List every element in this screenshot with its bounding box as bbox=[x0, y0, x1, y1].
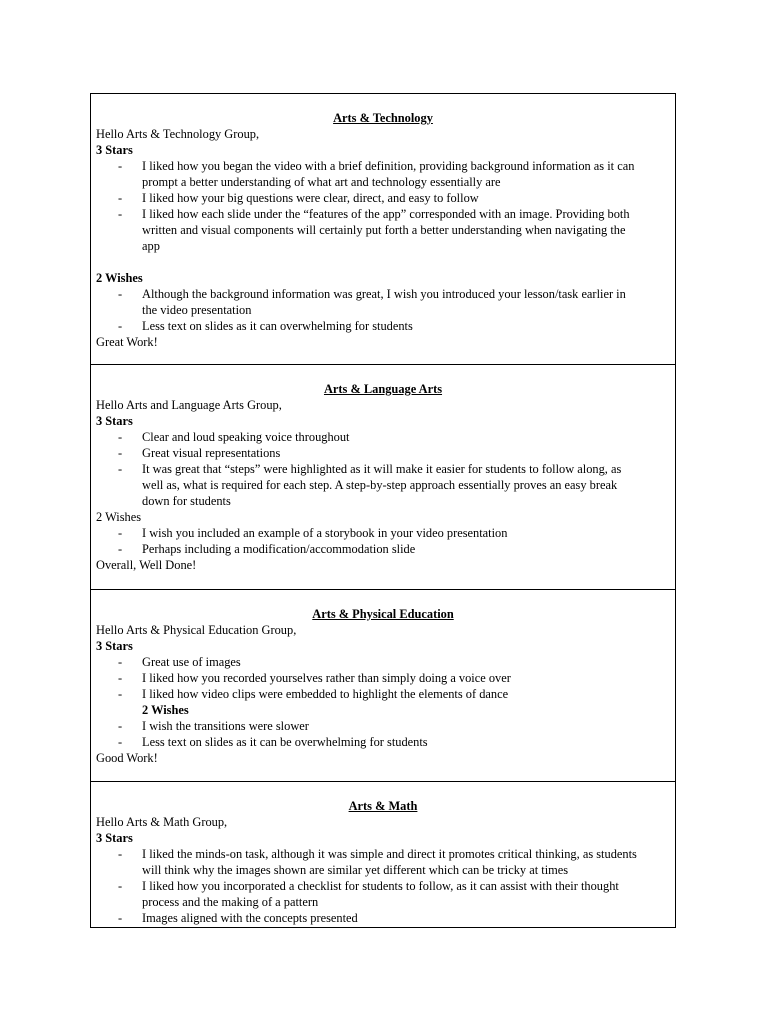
section-title: Arts & Language Arts bbox=[323, 382, 443, 396]
wishes-heading: 2 Wishes bbox=[96, 271, 143, 285]
stars-heading: 3 Stars bbox=[96, 143, 133, 157]
list-item: - Perhaps including a modification/accommodation slide bbox=[118, 542, 416, 556]
list-item: - It was great that “steps” were highlighted as it will make it easier for students to follow along, as well as, what is required for each step. A step-by-step approach essentially proves an easy break down for students bbox=[118, 462, 622, 508]
list-item: - I liked how you recorded yourselves rather than simply doing a voice over bbox=[118, 671, 511, 685]
section-title: Arts & Math bbox=[348, 799, 418, 813]
wishes-list bbox=[96, 525, 670, 557]
section-arts-math bbox=[91, 782, 675, 927]
section-arts-language-arts bbox=[91, 365, 675, 590]
wishes-list bbox=[96, 286, 670, 334]
list-item: - Images aligned with the concepts presented bbox=[118, 911, 358, 925]
list-item: - Great visual representations bbox=[118, 446, 281, 460]
stars-list bbox=[96, 654, 670, 702]
wishes-heading: 2 Wishes bbox=[96, 510, 142, 524]
list-item: - I liked how you incorporated a checklist for students to follow, as it can assist with their thought process and the making of a pattern bbox=[118, 879, 619, 909]
stars-list bbox=[96, 429, 670, 509]
list-item: - I liked how you began the video with a brief definition, providing background information as it can prompt a better understanding of what art and technology essentially are bbox=[118, 159, 635, 189]
stars-heading: 3 Stars bbox=[96, 831, 133, 845]
stars-heading: 3 Stars bbox=[96, 414, 133, 428]
list-item: - I wish the transitions were slower bbox=[118, 719, 309, 733]
list-item: - Less text on slides as it can be overwhelming for students bbox=[118, 735, 428, 749]
list-item: - Less text on slides as it can overwhelming for students bbox=[118, 319, 413, 333]
list-item: - I liked how your big questions were clear, direct, and easy to follow bbox=[118, 191, 479, 205]
stars-list bbox=[96, 846, 670, 926]
list-item: - I liked how each slide under the “features of the app” corresponded with an image. Providing both written and visual components will certainly put forth a better understanding when navigating the app bbox=[118, 207, 630, 253]
feedback-table bbox=[90, 93, 676, 928]
section-closing: Good Work! bbox=[96, 751, 158, 765]
list-item: - I liked how video clips were embedded to highlight the elements of dance bbox=[118, 687, 509, 701]
list-item: - Although the background information was great, I wish you introduced your lesson/task earlier in the video presentation bbox=[118, 287, 626, 317]
section-title: Arts & Technology bbox=[333, 111, 433, 125]
section-greeting: Hello Arts & Math Group, bbox=[96, 815, 228, 829]
list-item: - I liked the minds-on task, although it was simple and direct it promotes critical thinking, as students will think why the images shown are similar yet different which can be tricky at times bbox=[118, 847, 637, 877]
section-greeting: Hello Arts & Physical Education Group, bbox=[96, 623, 297, 637]
stars-heading: 3 Stars bbox=[96, 639, 133, 653]
section-greeting: Hello Arts and Language Arts Group, bbox=[96, 398, 282, 412]
list-item: - Great use of images bbox=[118, 655, 241, 669]
wishes-heading: 2 Wishes bbox=[142, 703, 189, 717]
section-greeting: Hello Arts & Technology Group, bbox=[96, 127, 260, 141]
section-title: Arts & Physical Education bbox=[312, 607, 454, 621]
section-closing: Overall, Well Done! bbox=[96, 558, 197, 572]
stars-list bbox=[96, 158, 670, 254]
list-item: - I wish you included an example of a storybook in your video presentation bbox=[118, 526, 508, 540]
section-closing: Great Work! bbox=[96, 335, 158, 349]
section-arts-physical-education bbox=[91, 590, 675, 782]
section-arts-technology bbox=[91, 94, 675, 365]
list-item: - Clear and loud speaking voice throughout bbox=[118, 430, 350, 444]
wishes-list bbox=[96, 718, 670, 750]
